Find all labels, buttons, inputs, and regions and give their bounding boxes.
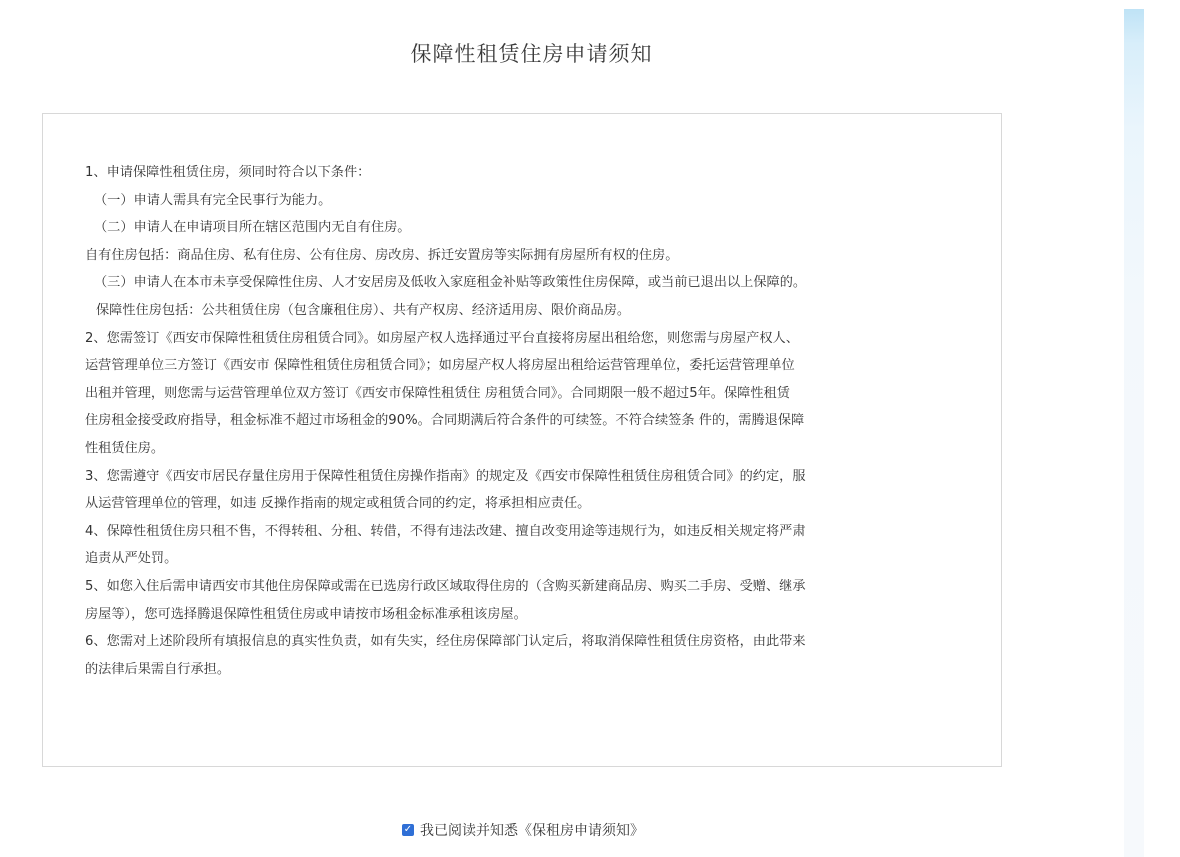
- notice-line-10: 住房租金接受政府指导，租金标准不超过市场租金的90%。合同期满后符合条件的可续签。不符合续签条 件的，需腾退保障: [85, 413, 805, 429]
- page-title: 保障性租赁住房申请须知: [410, 42, 653, 66]
- notice-line-13: 从运营管理单位的管理，如违 反操作指南的规定或租赁合同的约定，将承担相应责任。: [85, 496, 591, 512]
- notice-line-4: 自有住房包括：商品住房、私有住房、公有住房、房改房、拆迁安置房等实际拥有房屋所有权的住房。: [85, 247, 679, 263]
- notice-line-1: 1、申请保障性租赁住房，须同时符合以下条件：: [85, 165, 371, 180]
- notice-line-9: 出租并管理，则您需与运营管理单位双方签订《西安市保障性租赁住 房租赁合同》。合同期限一般不超过5年。保障性租赁: [85, 385, 790, 401]
- notice-line-12: 3、您需遵守《西安市居民存量住房用于保障性租赁住房操作指南》的规定及《西安市保障性租赁住房租赁合同》的约定，服: [85, 468, 806, 484]
- checkmark-icon: ✓: [403, 824, 413, 835]
- notice-line-3: （二）申请人在申请项目所在辖区范围内无自有住房。: [94, 220, 411, 236]
- notice-line-2: （一）申请人需具有完全民事行为能力。: [94, 192, 332, 208]
- notice-line-5: （三）申请人在本市未享受保障性住房、人才安居房及低收入家庭租金补贴等政策性住房保障，或当前已退出以上保障的。: [94, 275, 807, 291]
- notice-line-6: 保障性住房包括：公共租赁住房（包含廉租住房）、共有产权房、经济适用房、限价商品房。: [96, 302, 631, 318]
- scrollbar[interactable]: [1124, 9, 1144, 857]
- notice-line-15: 追责从严处罚。: [85, 551, 178, 567]
- notice-line-14: 4、保障性租赁住房只租不售，不得转租、分租、转借，不得有违法改建、擅自改变用途等违规行为，如违反相关规定将严肃: [85, 523, 806, 539]
- agreement-label: 我已阅读并知悉《保租房申请须知》: [420, 823, 644, 839]
- agreement-checkbox[interactable]: [402, 824, 414, 836]
- notice-panel: [42, 113, 1002, 767]
- notice-line-8: 运营管理单位三方签订《西安市 保障性租赁住房租赁合同》；如房屋产权人将房屋出租给运营管理单位，委托运营管理单位: [85, 358, 795, 374]
- agreement-checkbox-row[interactable]: [402, 820, 644, 840]
- notice-line-11: 性租赁住房。: [85, 440, 165, 456]
- notice-line-16: 5、如您入住后需申请西安市其他住房保障或需在已选房行政区域取得住房的（含购买新建商品房、购买二手房、受赠、继承: [85, 578, 806, 594]
- notice-line-17: 房屋等），您可选择腾退保障性租赁住房或申请按市场租金标准承租该房屋。: [85, 606, 527, 622]
- notice-line-19: 的法律后果需自行承担。: [85, 661, 231, 677]
- notice-line-7: 2、您需签订《西安市保障性租赁住房租赁合同》。如房屋产权人选择通过平台直接将房屋出租给您，则您需与房屋产权人、: [85, 330, 799, 346]
- notice-body: [85, 159, 975, 683]
- notice-line-18: 6、您需对上述阶段所有填报信息的真实性负责，如有失实，经住房保障部门认定后，将取消保障性租赁住房资格，由此带来: [85, 634, 806, 650]
